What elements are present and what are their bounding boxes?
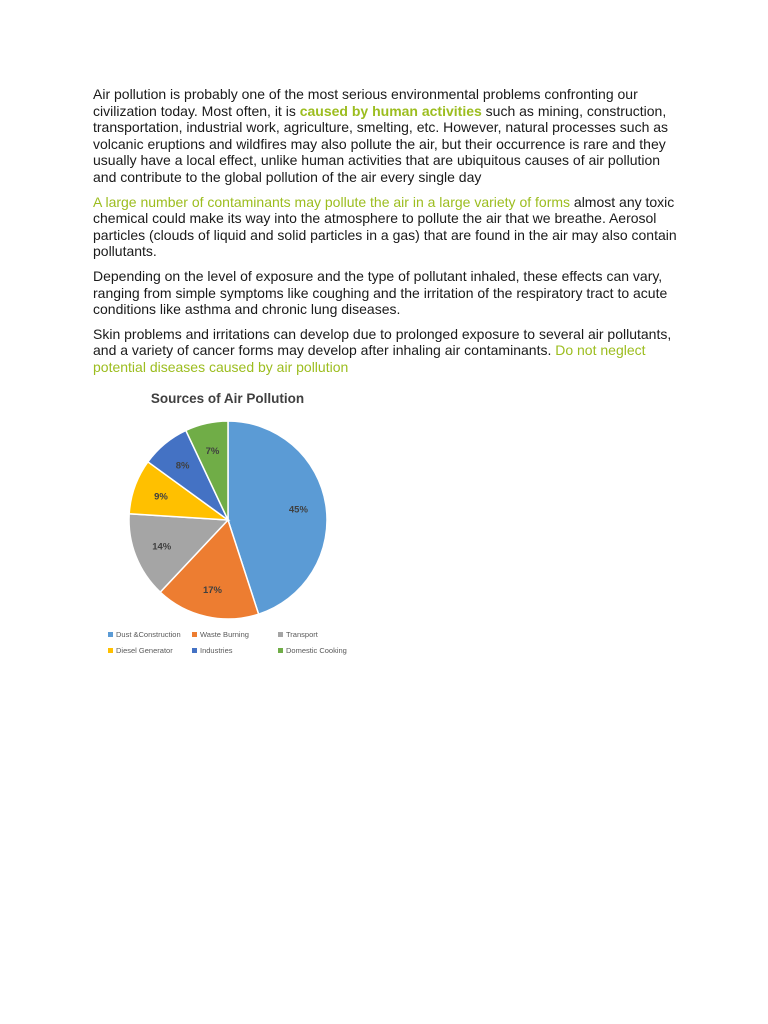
legend-swatch-industries — [192, 648, 197, 653]
paragraph-exposure-text: Depending on the level of exposure and the type of pollutant inhaled, these effects can vary, ranging from simple symptoms like coughing and the irritation of the respiratory tract to acute conditions like asthma and chronic lung diseases. — [93, 267, 668, 318]
pie-data-label-industries: 8% — [175, 460, 190, 472]
legend-swatch-dust-construction — [108, 632, 113, 637]
legend-label-diesel-generator: Diesel Generator — [116, 646, 173, 655]
pie-data-label-waste-burning: 17% — [202, 585, 222, 597]
paragraph-skin-problems-text: Skin problems and irritations can develop due to prolonged exposure to several air pollutants, and a variety of cancer forms may develop after inhaling air contaminants. — [93, 325, 672, 359]
paragraph-intro-text-end: such as mining, construction, transportation, industrial work, agriculture, smelting, etc. However, natural processes such as volcanic eruptions and wildfires may also pollute the air, but their occurrence is rare and they usually have a local effect, unlike human activities that are ubiquitous causes of air pollution and contribute to the global pollution of the air every single day — [93, 102, 669, 185]
highlight-link-contaminants[interactable]: A large number of contaminants may pollute the air in a large variety of forms — [93, 193, 571, 210]
legend-label-transport: Transport — [286, 630, 318, 639]
pie-data-label-dust-construction: 45% — [288, 504, 308, 516]
legend-label-industries: Industries — [200, 646, 233, 655]
pie-chart — [100, 388, 360, 668]
pie-data-label-domestic-cooking: 7% — [205, 445, 220, 457]
chart-title: Sources of Air Pollution — [150, 391, 305, 406]
paragraph-skin-problems — [93, 326, 683, 376]
paragraph-exposure — [93, 268, 683, 318]
legend-swatch-waste-burning — [192, 632, 197, 637]
pie-chart-svg — [100, 388, 360, 668]
document-body — [93, 86, 683, 384]
highlight-link-diseases[interactable]: Do not neglect potential diseases caused by air pollution — [93, 342, 646, 375]
paragraph-contaminants-text: almost any toxic chemical could make its way into the atmosphere to pollute the air that we breathe. Aerosol particles (clouds of liquid and solid particles in a gas) that are found in the air may also contain pollutants. — [93, 193, 677, 260]
pie-data-label-transport: 14% — [152, 541, 172, 553]
pie-data-label-diesel-generator: 9% — [154, 491, 168, 503]
paragraph-intro-text-start: Air pollution is probably one of the most serious environmental problems confronting our civilization today. Most often, it is — [93, 86, 638, 119]
legend-label-waste-burning: Waste Burning — [200, 630, 249, 639]
legend-label-dust-construction: Dust &Construction — [116, 630, 181, 639]
highlight-link-human-activities[interactable]: caused by human activities — [299, 102, 482, 119]
paragraph-intro — [93, 86, 683, 186]
legend-swatch-transport — [278, 632, 283, 637]
legend-swatch-domestic-cooking — [278, 648, 283, 653]
paragraph-contaminants — [93, 194, 683, 260]
legend-swatch-diesel-generator — [108, 648, 113, 653]
legend-label-domestic-cooking: Domestic Cooking — [286, 646, 347, 655]
